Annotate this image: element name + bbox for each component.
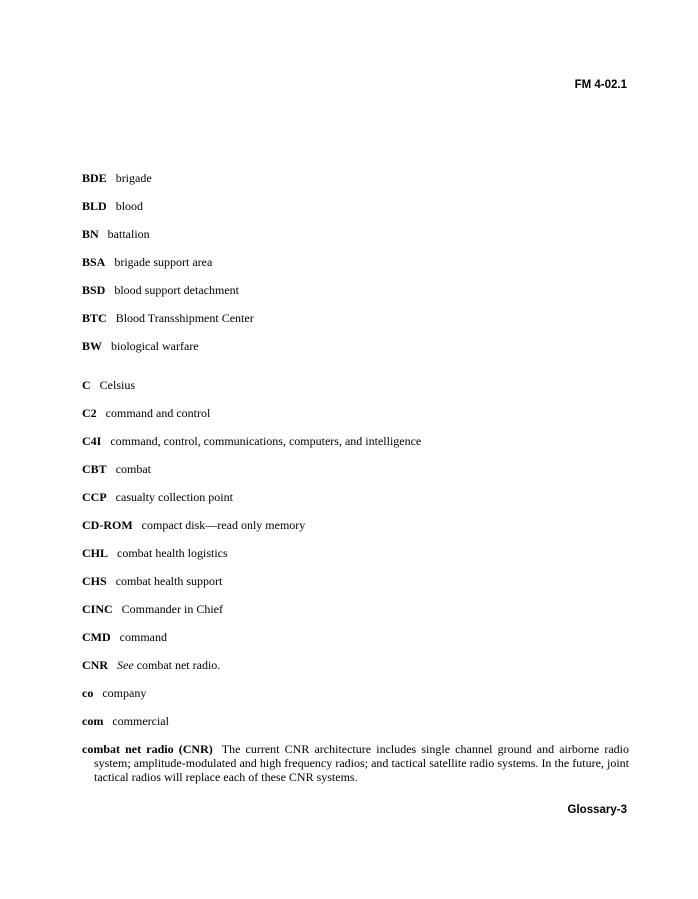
glossary-term: BTC <box>82 311 107 325</box>
glossary-definition: casualty collection point <box>115 490 233 504</box>
glossary-entry <box>82 714 629 742</box>
glossary-term: C4I <box>82 434 102 448</box>
glossary-definition: company <box>102 686 147 700</box>
glossary-entry <box>82 227 629 255</box>
glossary-entry <box>82 406 629 434</box>
glossary-entry <box>82 339 629 367</box>
glossary-entry <box>82 742 629 784</box>
glossary-entry <box>82 546 629 574</box>
glossary-entry <box>82 490 629 518</box>
glossary-term: BLD <box>82 199 107 213</box>
glossary-term: combat net radio (CNR) <box>82 742 213 756</box>
glossary-term: CNR <box>82 658 108 672</box>
glossary-term: CMD <box>82 630 111 644</box>
glossary-definition: brigade support area <box>114 255 213 269</box>
glossary-definition: combat <box>115 462 152 476</box>
glossary-term: BW <box>82 339 103 353</box>
glossary-definition: command <box>119 630 167 644</box>
glossary-definition: combat net radio. <box>133 658 221 672</box>
glossary-definition: command and control <box>105 406 211 420</box>
glossary-definition: biological warfare <box>111 339 199 353</box>
glossary-definition: blood <box>115 199 144 213</box>
glossary-term: co <box>82 686 94 700</box>
page-number: Glossary-3 <box>567 804 627 816</box>
glossary-term: C <box>82 378 91 392</box>
glossary-term: CINC <box>82 602 113 616</box>
glossary-entry <box>82 686 629 714</box>
glossary-term: BN <box>82 227 99 241</box>
glossary-definition: command, control, communications, computers, and intelligence <box>110 434 422 448</box>
glossary-term: com <box>82 714 104 728</box>
glossary-definition: brigade <box>115 171 152 185</box>
glossary-entry <box>82 658 629 686</box>
glossary-entry <box>82 171 629 199</box>
glossary-definition: Blood Transshipment Center <box>115 311 254 325</box>
glossary-definition: Commander in Chief <box>121 602 223 616</box>
glossary-definition: blood support detachment <box>114 283 239 297</box>
glossary-entry <box>82 602 629 630</box>
glossary-term: CCP <box>82 490 107 504</box>
document-code: FM 4-02.1 <box>574 79 627 91</box>
glossary-list <box>82 171 629 784</box>
glossary-entry <box>82 199 629 227</box>
glossary-term: CD-ROM <box>82 518 133 532</box>
glossary-term: CHS <box>82 574 107 588</box>
glossary-term: C2 <box>82 406 97 420</box>
glossary-definition: combat health support <box>115 574 223 588</box>
glossary-definition: compact disk—read only memory <box>141 518 306 532</box>
glossary-definition: Celsius <box>99 378 136 392</box>
glossary-term: CHL <box>82 546 109 560</box>
glossary-definition: The current CNR architecture includes single channel ground and airborne radio system; amplitude-modulated and high frequency radios; and tactical satellite radio systems. In the future, joint tactical radios will replace each of these CNR systems. <box>94 742 629 784</box>
glossary-term: CBT <box>82 462 107 476</box>
glossary-entry <box>82 574 629 602</box>
glossary-definition: combat health logistics <box>117 546 228 560</box>
glossary-entry <box>82 434 629 462</box>
glossary-entry <box>82 378 629 406</box>
glossary-entry <box>82 518 629 546</box>
glossary-term: BDE <box>82 171 107 185</box>
glossary-entry <box>82 283 629 311</box>
glossary-entry <box>82 462 629 490</box>
glossary-entry <box>82 311 629 339</box>
glossary-entry <box>82 255 629 283</box>
glossary-definition: battalion <box>107 227 150 241</box>
glossary-term: BSA <box>82 255 106 269</box>
glossary-term: BSD <box>82 283 106 297</box>
see-reference: See <box>117 658 134 672</box>
glossary-entry <box>82 630 629 658</box>
glossary-definition: commercial <box>112 714 169 728</box>
